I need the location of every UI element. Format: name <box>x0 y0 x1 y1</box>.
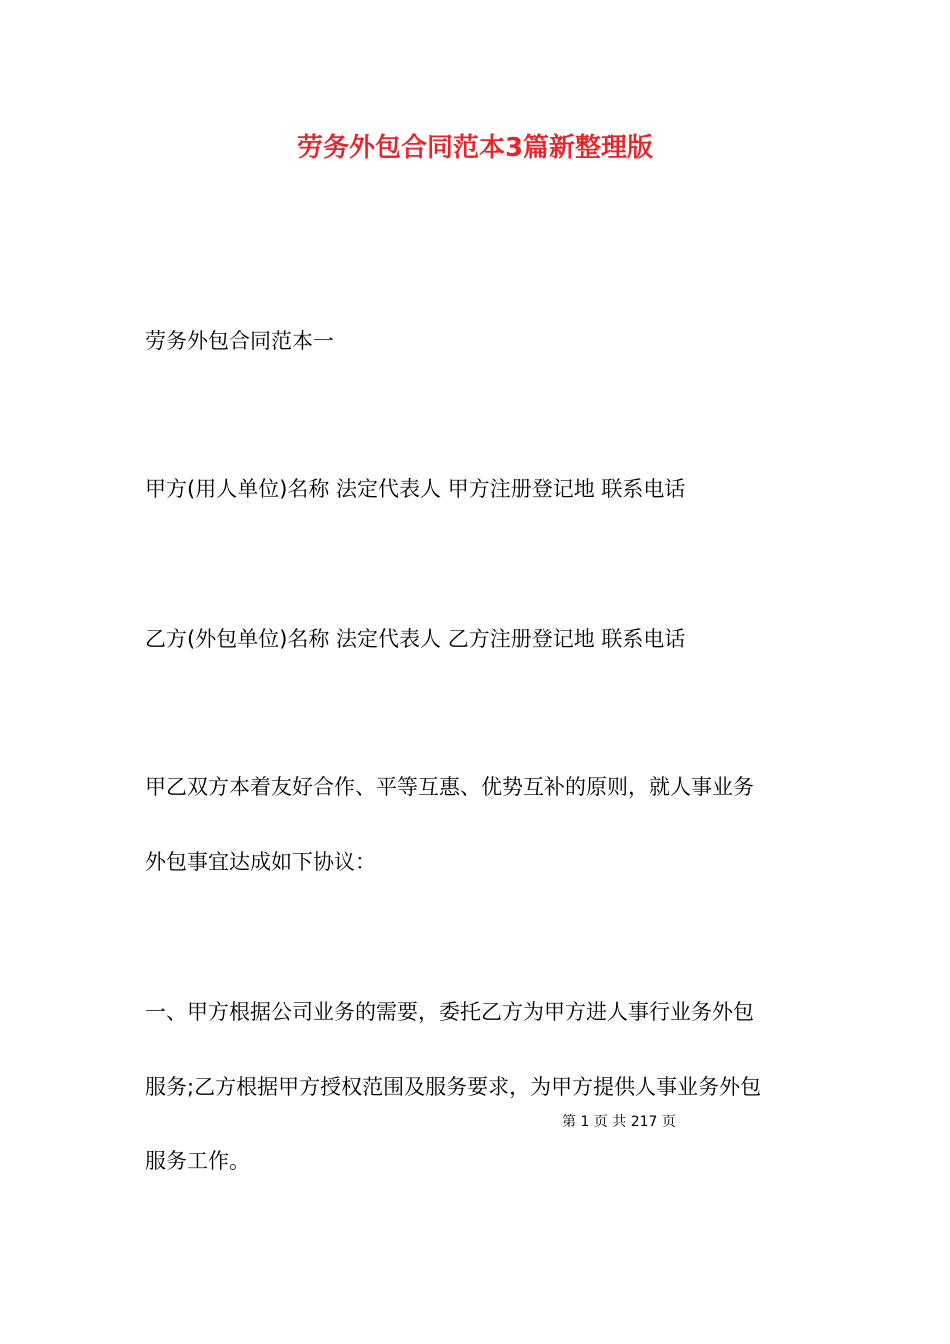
paragraph-line: 外包事宜达成如下协议： <box>145 850 376 874</box>
party-b-line: 乙方(外包单位)名称 法定代表人 乙方注册登记地 联系电话 <box>145 627 686 651</box>
page-number-footer: 第 1 页 共 217 页 <box>562 1114 676 1130</box>
paragraph-line: 一、甲方根据公司业务的需要，委托乙方为甲方进人事行业务外包 <box>145 1000 754 1024</box>
document-title: 劳务外包合同范本3篇新整理版 <box>296 133 654 163</box>
party-a-line: 甲方(用人单位)名称 法定代表人 甲方注册登记地 联系电话 <box>145 477 686 501</box>
paragraph-line: 甲乙双方本着友好合作、平等互惠、优势互补的原则，就人事业务 <box>145 775 754 799</box>
section-heading: 劳务外包合同范本一 <box>145 329 334 353</box>
paragraph-line: 服务;乙方根据甲方授权范围及服务要求，为甲方提供人事业务外包 <box>145 1075 762 1099</box>
paragraph-line: 服务工作。 <box>145 1149 250 1173</box>
